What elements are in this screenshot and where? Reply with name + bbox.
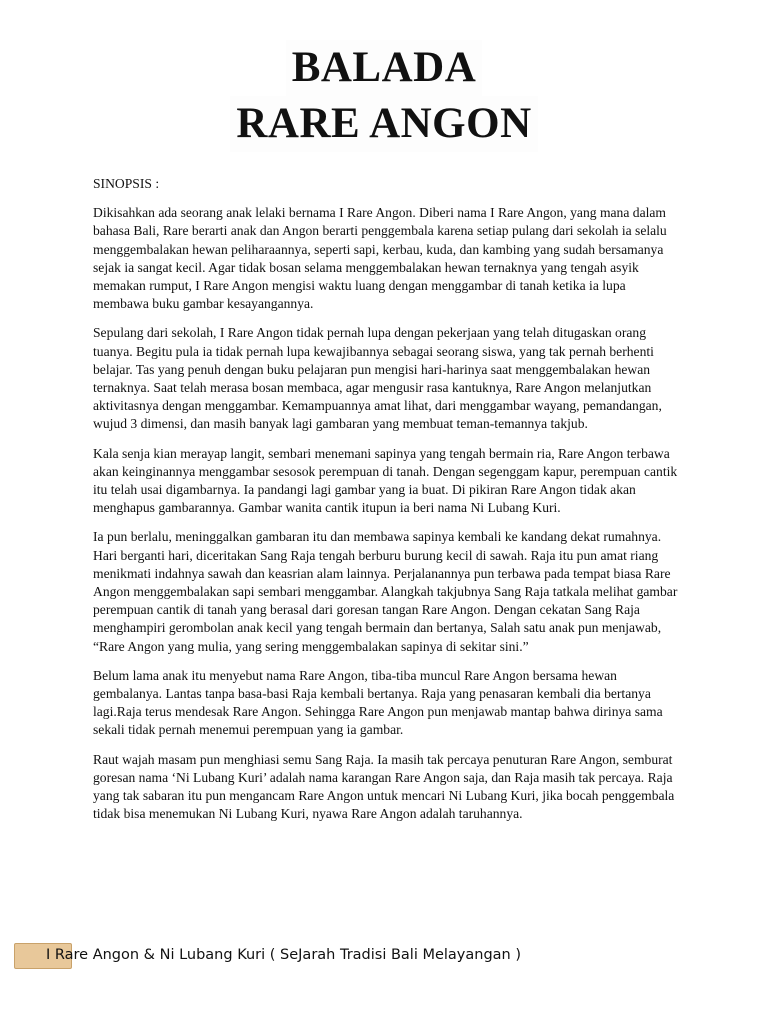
document-title — [0, 40, 768, 152]
paragraph-4: Ia pun berlalu, meninggalkan gambaran itu dan membawa sapinya kembali ke kandang dekat rumahnya. Hari berganti hari, diceritakan Sang Raja tengah berburu burung kecil di sawah. Raja itu pun amat riang menikmati indahnya sawah dan keasrian alam lainnya. Perjalanannya pun terbawa pada tempat biasa Rare Angon menggembalakan sapi sembari menggambar. Alangkah takjubnya Sang Raja tatkala melihat gambar perempuan cantik di tanah yang berasal dari goresan tangan Rare Angon. Dengan cekatan Sang Raja menghampiri gerombolan anak kecil yang tengah bermain dan bertanya, Salah satu anak pun menjawab, “Rare Angon yang mulia, yang sering menggembalakan sapinya di sekitar sini.” — [93, 529, 678, 654]
paragraph-5: Belum lama anak itu menyebut nama Rare Angon, tiba-tiba muncul Rare Angon bersama hewan gembalanya. Lantas tanpa basa-basi Raja kembali bertanya. Raja yang penasaran kembali dia bertanya lagi.Raja terus mendesak Rare Angon. Sehingga Rare Angon pun menjawab mantap bahwa dirinya sama sekali tidak pernah menemui perempuan yang ia gambar. — [93, 667, 663, 738]
paragraph-2: Sepulang dari sekolah, I Rare Angon tidak pernah lupa dengan pekerjaan yang telah ditugaskan orang tuanya. Begitu pula ia tidak pernah lupa kewajibannya sebagai seorang siswa, yang tak pernah berhenti belajar. Tas yang penuh dengan buku pelajaran pun mengisi hari-harinya saat menggembalakan hewan ternaknya. Saat telah merasa bosan membaca, agar mengusir rasa kantuknya, Rare Angon melanjutkan aktivitasnya dengan menggambar. Kemampuannya amat lihat, dari menggambar wayang, pemandangan, wujud 3 dimensi, dan masih banyak lagi gambaran yang membuat teman-temannya takjub. — [93, 325, 662, 432]
title-line-1: BALADA — [286, 40, 483, 96]
paragraph-6: Raut wajah masam pun menghiasi semu Sang Raja. Ia masih tak percaya penuturan Rare Angon, semburat goresan nama ‘Ni Lubang Kuri’ adalah nama karangan Rare Angon saja, dan Raja masih tak percaya. Raja yang tak sabaran itu pun mengancam Rare Angon untuk mencari Ni Lubang Kuri, jika bocah penggembala tidak bisa menemukan Ni Lubang Kuri, nyawa Rare Angon adalah taruhannya. — [93, 751, 675, 822]
page-footer — [14, 943, 574, 969]
synopsis-label: SINOPSIS : — [93, 176, 160, 191]
title-line-2: RARE ANGON — [230, 96, 537, 152]
paragraph-1: Dikisahkan ada seorang anak lelaki bernama I Rare Angon. Diberi nama I Rare Angon, yang mana dalam bahasa Bali, Rare berarti anak dan Angon berarti penggembala karena setiap pulang dari sekolah ia selalu menggembalakan hewan peliharaannya, seperti sapi, kerbau, kuda, dan kambing yang sudah bersamanya sejak ia sangat kecil. Agar tidak bosan selama menggembalakan hewan ternaknya yang tengah asyik memakan rumput, I Rare Angon mengisi waktu luang dengan menggambar di tanah ketika ia lupa membawa buku gambar kesayangannya. — [93, 205, 667, 312]
paragraph-3: Kala senja kian merayap langit, sembari menemani sapinya yang tengah bermain ria, Rare Angon terbawa akan keinginannya menggambar sesosok perempuan di tanah. Dengan segenggam kapur, perempuan cantik itu telah usai digambarnya. Ia pandangi lagi gambar yang ia buat. Di pikiran Rare Angon tidak akan menghapus gambarannya. Gambar wanita cantik itupun ia beri nama Ni Lubang Kuri. — [93, 445, 678, 516]
footer-text: I Rare Angon & Ni Lubang Kuri ( SeJarah Tradisi Bali Melayangan ) — [46, 947, 522, 963]
document-body — [93, 175, 683, 835]
